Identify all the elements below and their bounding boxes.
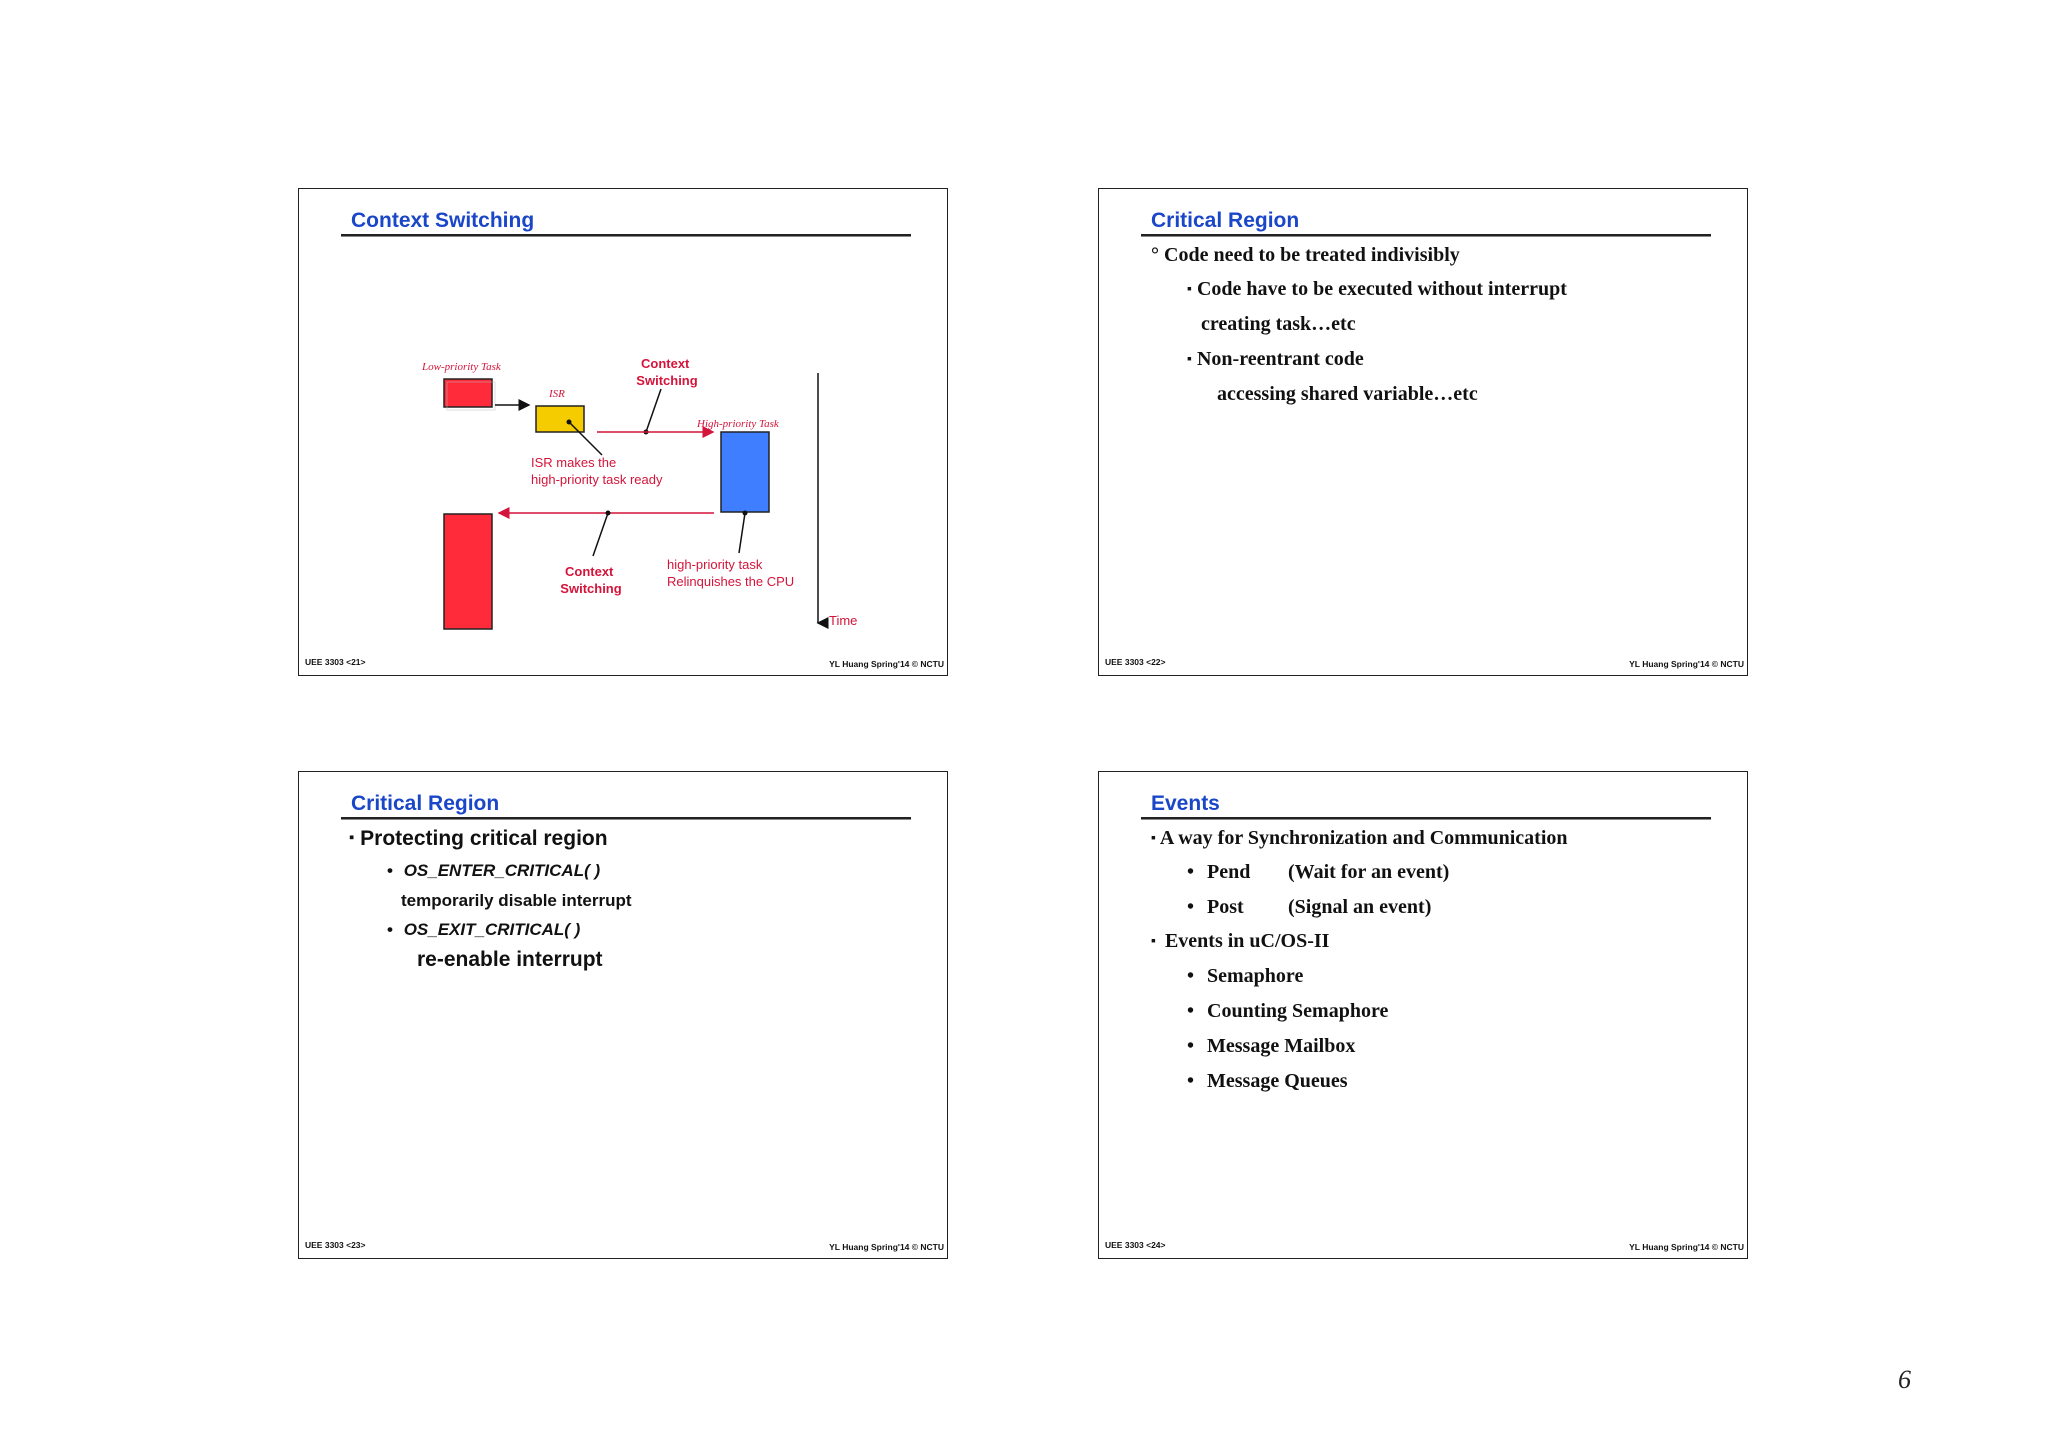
footer-copyright: YL Huang Spring'14 © NCTU	[829, 659, 944, 669]
list-item: • Semaphore	[1187, 965, 1304, 987]
bullet: •	[387, 861, 393, 880]
isr-note-pointer	[569, 422, 602, 455]
context-switching-pointer-2	[593, 513, 608, 556]
relinquish-pointer	[739, 513, 745, 553]
bullet: •	[1187, 861, 1195, 883]
bullet: •	[1187, 1000, 1195, 1022]
slide-critical-region-definition	[1098, 188, 1748, 676]
bullet: °	[1151, 244, 1159, 266]
slide-title: Events	[1151, 792, 1220, 815]
bullet: ▪	[1187, 282, 1192, 297]
footer-course-code: UEE 3303 <22>	[1105, 657, 1166, 667]
bullet: •	[387, 920, 393, 939]
list-item: temporarily disable interrupt	[401, 891, 632, 910]
list-item: ▪ Non-reentrant code	[1187, 348, 1364, 370]
list-item: ▪ A way for Synchronization and Communication	[1151, 827, 1568, 849]
low-priority-task-box	[444, 379, 492, 407]
title-divider	[1141, 817, 1711, 820]
low-priority-task-label: Low-priority Task	[422, 361, 501, 373]
footer-copyright: YL Huang Spring'14 © NCTU	[829, 1242, 944, 1252]
page-number: 6	[1898, 1365, 1911, 1394]
list-item: • OS_ENTER_CRITICAL( )	[387, 861, 601, 880]
list-item: accessing shared variable…etc	[1217, 383, 1478, 405]
slide-title: Critical Region	[1151, 209, 1300, 232]
isr-label: ISR	[549, 388, 565, 400]
slide-events	[1098, 771, 1748, 1259]
context-switching-label-1: Context Switching	[636, 356, 698, 388]
slide-critical-region-protection	[298, 771, 948, 1259]
bullet: •	[1187, 1035, 1195, 1057]
list-item: ° Code need to be treated indivisibly	[1151, 244, 1460, 266]
list-item: • Message Mailbox	[1187, 1035, 1356, 1057]
bullet: ▪	[1151, 831, 1156, 846]
list-item: ▪ Protecting critical region	[349, 827, 608, 850]
list-item: re-enable interrupt	[417, 948, 603, 971]
footer-copyright: YL Huang Spring'14 © NCTU	[1629, 1242, 1744, 1252]
slide-context-switching	[298, 188, 948, 676]
isr-box	[536, 406, 584, 432]
slide-title: Context Switching	[351, 209, 535, 232]
list-item: • Message Queues	[1187, 1070, 1348, 1092]
slide-title: Critical Region	[351, 792, 500, 815]
list-item: • OS_EXIT_CRITICAL( )	[387, 920, 581, 939]
list-item: ▪ Events in uC/OS-II	[1151, 930, 1330, 952]
high-priority-task-box	[721, 432, 769, 512]
time-label: Time	[829, 613, 858, 628]
bullet: •	[1187, 896, 1195, 918]
title-divider	[341, 817, 911, 820]
footer-course-code: UEE 3303 <23>	[305, 1240, 366, 1250]
context-switch-diagram	[299, 229, 949, 649]
list-item: ▪ Code have to be executed without interrupt	[1187, 278, 1567, 300]
context-switching-pointer-1	[646, 389, 661, 432]
list-item: • Pend (Wait for an event)	[1187, 861, 1450, 883]
bullet: •	[1187, 965, 1195, 987]
bullet: ▪	[1151, 934, 1156, 949]
isr-note: ISR makes the high-priority task ready	[531, 455, 663, 487]
title-divider	[1141, 234, 1711, 237]
low-priority-task-resumed-box	[444, 514, 492, 629]
list-item: • Counting Semaphore	[1187, 1000, 1389, 1022]
bullet: ▪	[349, 829, 355, 846]
bullet: ▪	[1187, 352, 1192, 367]
bullet: •	[1187, 1070, 1195, 1092]
high-priority-task-label: High-priority Task	[697, 418, 779, 430]
footer-course-code: UEE 3303 <21>	[305, 657, 366, 667]
list-item: creating task…etc	[1201, 313, 1356, 335]
context-switching-label-2: Context Switching	[560, 564, 622, 596]
footer-copyright: YL Huang Spring'14 © NCTU	[1629, 659, 1744, 669]
relinquish-note: high-priority task Relinquishes the CPU	[667, 557, 795, 589]
footer-course-code: UEE 3303 <24>	[1105, 1240, 1166, 1250]
list-item: • Post (Signal an event)	[1187, 896, 1432, 918]
